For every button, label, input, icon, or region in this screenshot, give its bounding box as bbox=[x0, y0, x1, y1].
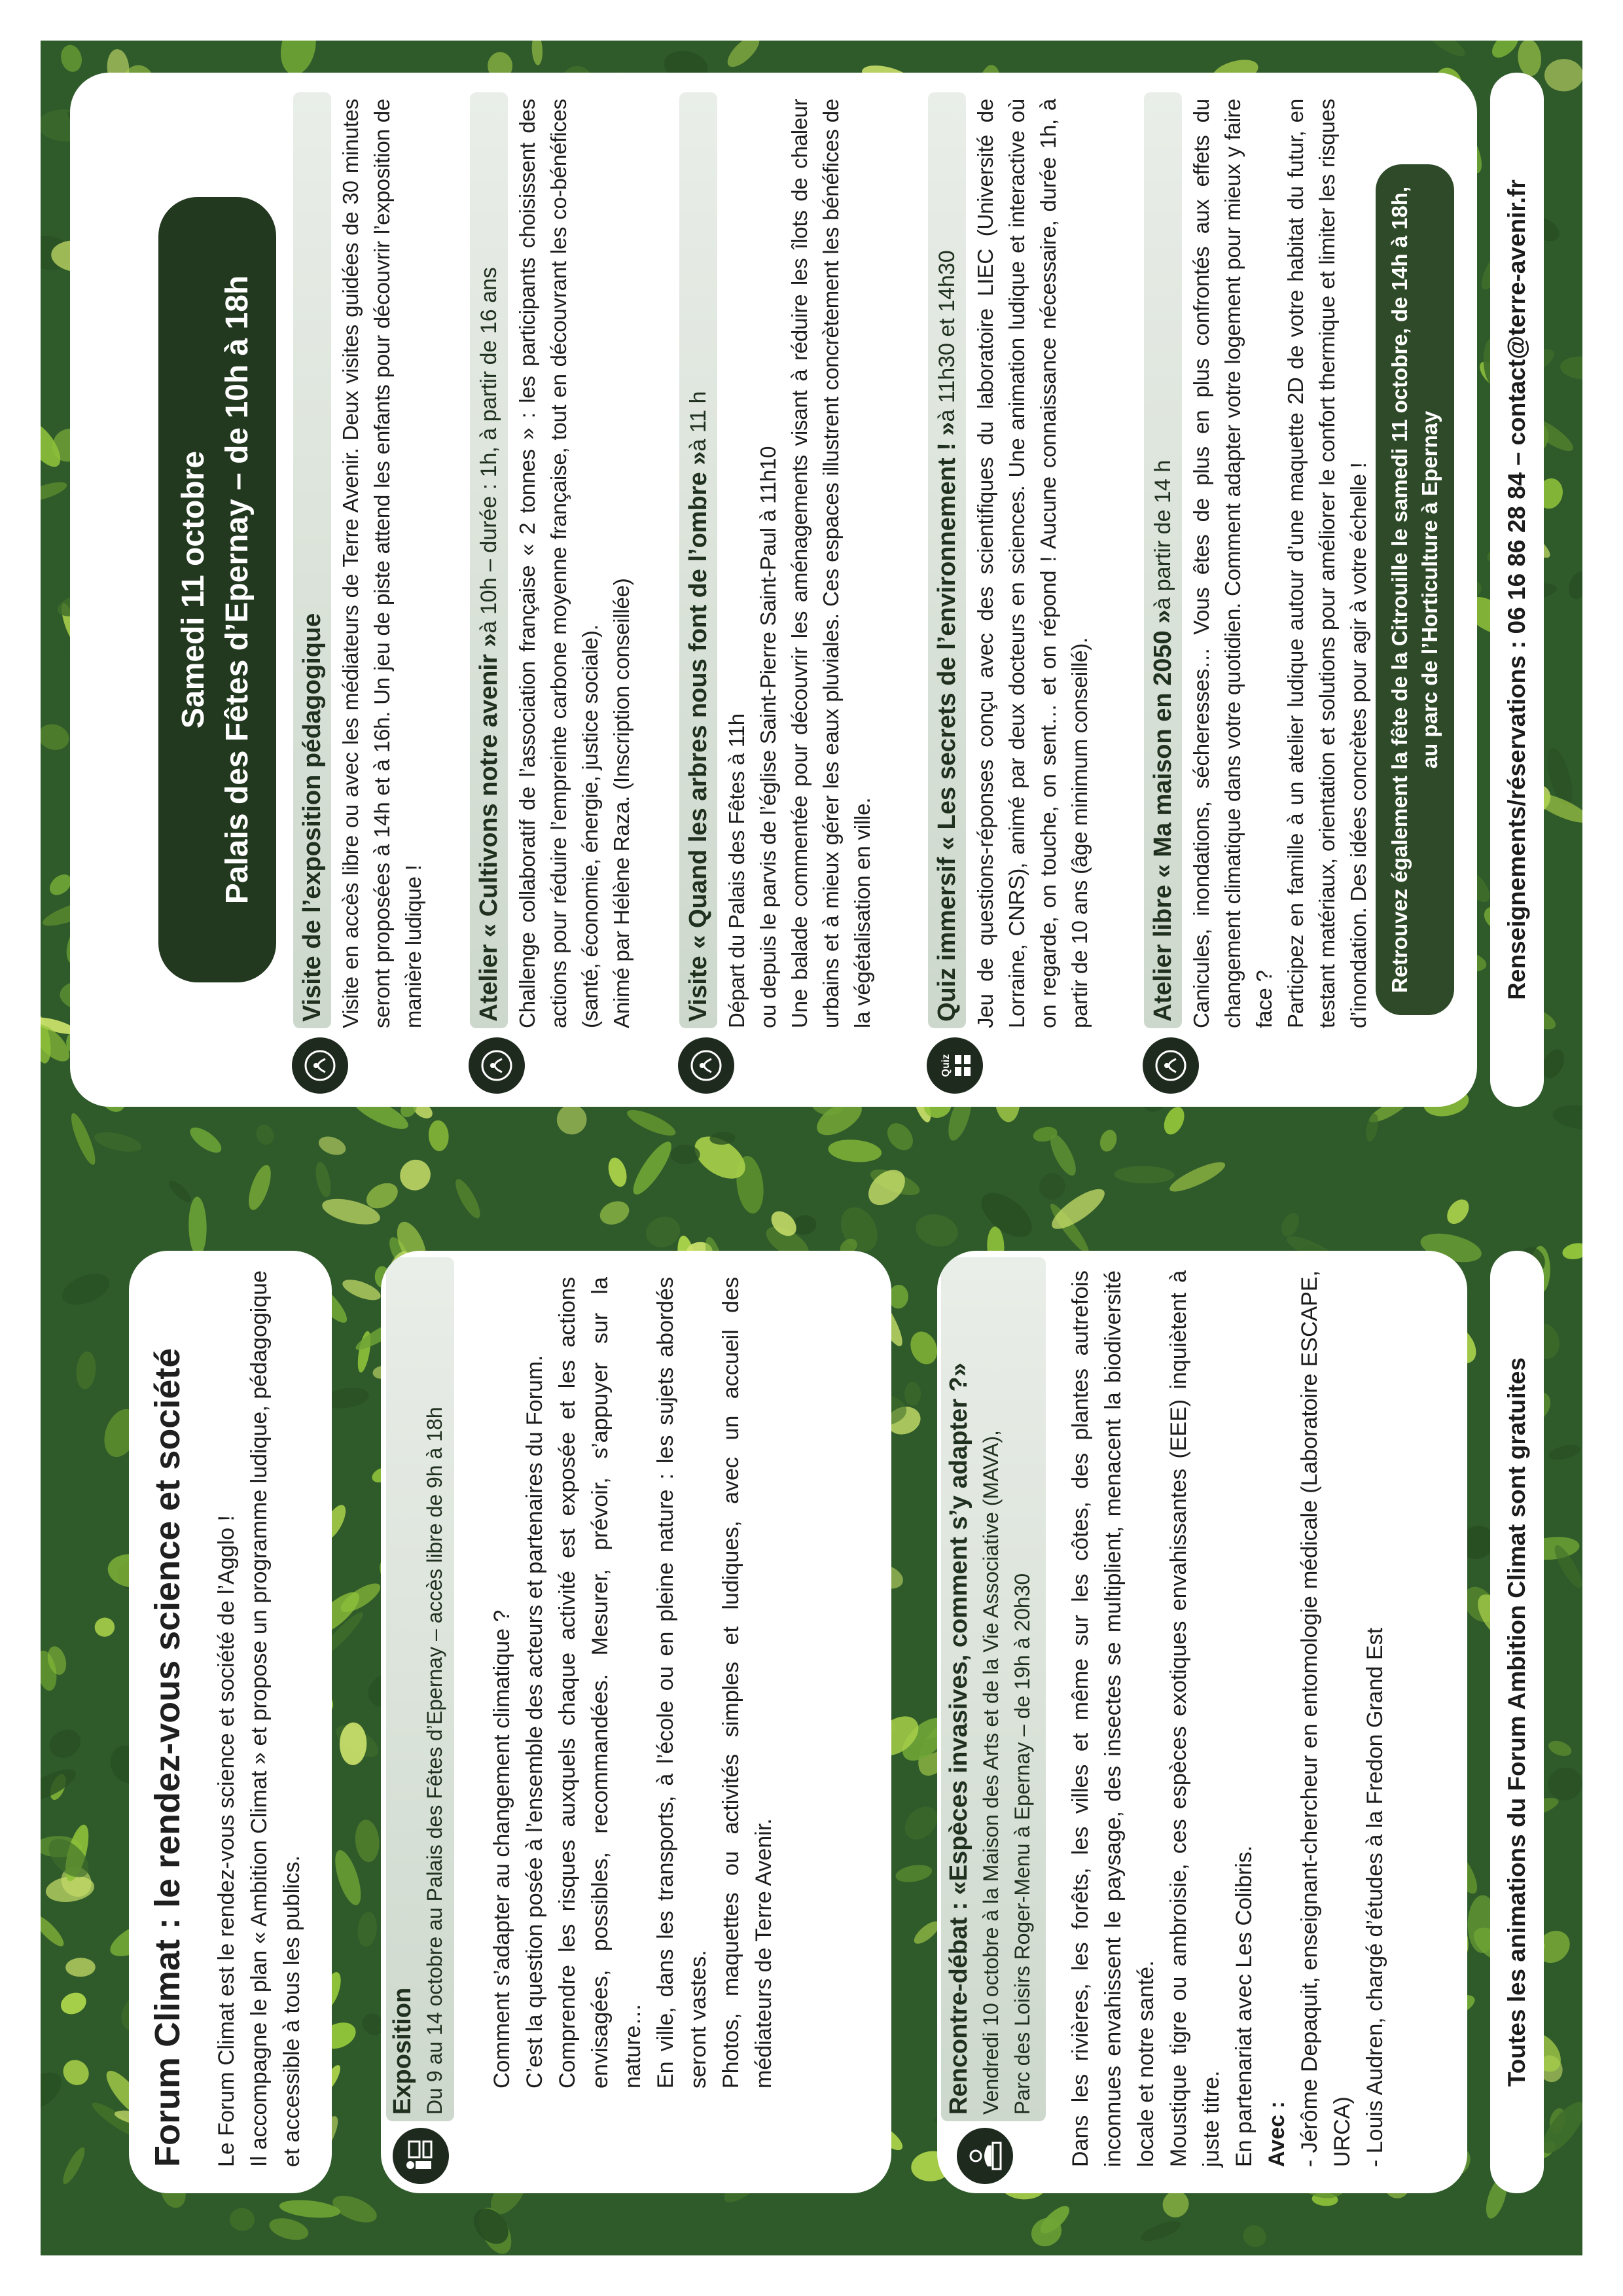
rencontre-subtitle: Parc des Loisirs Roger-Menu à Epernay – de 19h à 20h30 bbox=[1010, 1573, 1034, 2115]
program-item-line: Jeu de questions-réponses conçu avec des scientifiques du laboratoire LIEC (Université de Lorraine, CNRS), animé par deux docteurs en sciences. Une animation ludique et interactive où on regarde, on touche, on sent… et on répond ! Aucune connaissance nécessaire, durée 1h, à partir de 10 ans (âge minimum conseillé). bbox=[973, 99, 1092, 1028]
program-item-body bbox=[335, 99, 429, 1028]
program-item-line: Animé par Hélène Raza. (Inscription conseillée) bbox=[609, 578, 633, 1028]
rencontre-paragraph: En partenariat avec Les Colibris. bbox=[1232, 1845, 1257, 2167]
samedi-band-line: Samedi 11 octobre bbox=[176, 450, 211, 729]
exposition-paragraph: Comprendre les risques auxquels chaque activité est exposée et les actions envisagées, possibles, recommandées. Mesurer, prévoir, s’appuyer sur la nature… bbox=[555, 1277, 645, 2089]
program-item-time: à partir de 14 h bbox=[1150, 459, 1175, 610]
program-item-body bbox=[512, 99, 637, 1028]
visit-exhibition-icon bbox=[292, 1037, 348, 1094]
program-item-title: Atelier libre « Ma maison en 2050 » bbox=[1149, 609, 1177, 1022]
program-item-title: Visite « Quand les arbres nous font de l’ombre » bbox=[684, 451, 712, 1022]
rencontre-paragraph: Dans les rivières, les forêts, les villes et même sur les côtes, des plantes autrefois inconnues envahissent le paysage, des insectes se multiplient, menacent la biodiversité locale et notre santé. bbox=[1068, 1270, 1158, 2167]
program-item-body bbox=[970, 99, 1096, 1028]
samedi-band bbox=[158, 197, 276, 982]
quiz-label: Quiz bbox=[940, 1054, 952, 1077]
citrouille-line: au parc de l’Horticulture à Epernay bbox=[1418, 410, 1442, 769]
program-item bbox=[924, 86, 1140, 1094]
program-item-line: Canicules, inondations, sécheresses… Vous êtes de plus en plus confrontés aux effets du changement climatique dans votre quotidien. Comment adapter votre logement pour mieux y faire face ? bbox=[1189, 99, 1276, 1028]
program-item-header bbox=[679, 92, 717, 1028]
program-item-header bbox=[1144, 92, 1182, 1028]
left-footer-text: Toutes les animations du Forum Ambition Climat sont gratuites bbox=[1503, 1357, 1530, 2087]
samedi-panel bbox=[70, 73, 1477, 1107]
program-item-time: à 11h30 et 14h30 bbox=[934, 250, 959, 422]
rencontre-subtitle: Vendredi 10 octobre à la Maison des Arts et de la Vie Associative (MAVA), bbox=[979, 1430, 1003, 2115]
exposition-paragraph: Photos, maquettes ou activités simples et ludiques, avec un accueil des médiateurs de Terre Avenir. bbox=[719, 1277, 776, 2089]
exposition-paragraph: En ville, dans les transports, à l’école ou en pleine nature : les sujets abordés seront vastes. bbox=[653, 1277, 711, 2089]
program-item bbox=[289, 86, 466, 1094]
exhibition-icon bbox=[393, 2128, 449, 2184]
rencontre-panel bbox=[937, 1251, 1467, 2193]
guest-line: - Louis Audren, chargé d’études à la Fredon Grand Est bbox=[1363, 1627, 1387, 2167]
program-item-line: Départ du Palais des Fêtes à 11h bbox=[724, 713, 749, 1028]
samedi-band-line: Palais des Fêtes d’Epernay – de 10h à 18h bbox=[220, 275, 255, 905]
family-house-icon bbox=[1143, 1037, 1199, 1094]
exposition-panel bbox=[381, 1251, 891, 2193]
program-item-body bbox=[1186, 99, 1374, 1028]
program-item bbox=[466, 86, 675, 1094]
exposition-header bbox=[386, 1257, 454, 2121]
forum-intro bbox=[210, 1270, 308, 2167]
avec-label: Avec : bbox=[1264, 2101, 1289, 2167]
citrouille-line: Retrouvez également la fête de la Citrouille le samedi 11 octobre, de 14h à 18h, bbox=[1387, 186, 1412, 994]
rencontre-body bbox=[1064, 1270, 1391, 2167]
program-item-line: Visite en accès libre ou avec les médiateurs de Terre Avenir. Deux visites guidées de 30 minutes seront proposées à 14h et à 16h. Un jeu de piste attend les enfants pour découvrir l’exposition de manière ludique ! bbox=[338, 99, 425, 1028]
left-footer bbox=[1490, 1251, 1544, 2193]
exposition-title: Exposition bbox=[389, 1987, 416, 2115]
right-footer-text: Renseignements/réservations : 06 16 86 28 84 – contact@terre-avenir.fr bbox=[1503, 179, 1530, 1000]
program-item-line: Une balade commentée pour découvrir les aménagements visant à réduire les îlots de chaleur urbains et à mieux gérer les eaux pluviales. Ces espaces illustrent concrètement les bénéfices de la végétalisation en ville. bbox=[787, 99, 874, 1028]
rotated-flyer bbox=[41, 41, 1582, 2255]
program-item-line: ou depuis le parvis de l’église Saint-Pierre Saint-Paul à 11h10 bbox=[756, 446, 780, 1028]
rencontre-paragraph: Moustique tigre ou ambroisie, ces espèces exotiques envahissantes (EEE) inquiètent à juste titre. bbox=[1166, 1270, 1224, 2167]
plant-hand-icon bbox=[469, 1037, 525, 1094]
forum-title: Forum Climat : le rendez-vous science et société bbox=[148, 1348, 187, 2167]
program-item-title: Atelier « Cultivons notre avenir » bbox=[474, 633, 503, 1022]
program-item bbox=[675, 86, 924, 1094]
right-footer bbox=[1490, 73, 1544, 1107]
rencontre-header bbox=[941, 1257, 1046, 2121]
microphone-icon bbox=[957, 2128, 1013, 2184]
forum-intro-line: Il accompagne le plan « Ambition Climat » et propose un programme ludique, pédagogique et accessible à tous les publics. bbox=[247, 1270, 304, 2167]
tree-icon bbox=[678, 1037, 734, 1094]
forum-title-panel bbox=[129, 1251, 332, 2193]
rencontre-title: Rencontre-débat : «Espèces invasives, comment s’y adapter ?» bbox=[945, 1363, 972, 2115]
program-item-title: Quiz immersif « Les secrets de l’environnement ! » bbox=[933, 422, 961, 1022]
program-item-header bbox=[293, 92, 331, 1028]
guest-line: - Jérôme Depaquit, enseignant-chercheur en entomologie médicale (Laboratoire ESCAPE, URCA) bbox=[1297, 1270, 1355, 2167]
quiz-icon bbox=[927, 1037, 983, 1094]
program-item-line: Challenge collaboratif de l’association française « 2 tonnes » : les participants choisissent des actions pour réduire l’empreinte carbone moyenne française, tout en découvrant les co-bénéfices (santé, économie, énergie, justice sociale). bbox=[515, 99, 602, 1028]
program-item-title: Visite de l’exposition pédagogique bbox=[298, 613, 326, 1022]
program-item-header bbox=[470, 92, 508, 1028]
exposition-paragraph: Comment s’adapter au changement climatique ? bbox=[490, 1609, 514, 2089]
program-item-body bbox=[721, 99, 878, 1028]
program-item-time: à 11 h bbox=[685, 391, 711, 452]
program-item-time: à 10h – durée : 1h, à partir de 16 ans bbox=[476, 267, 501, 634]
citrouille-banner bbox=[1376, 164, 1454, 1015]
program-item-header bbox=[928, 92, 966, 1028]
forum-intro-line: Le Forum Climat est le rendez-vous science et société de l’Agglo ! bbox=[214, 1515, 239, 2167]
exposition-paragraph: C’est la question posée à l’ensemble des acteurs et partenaires du Forum. bbox=[522, 1355, 547, 2089]
program-item-line: Participez en famille à un atelier ludique autour d’une maquette 2D de votre habitat du futur, en testant matériaux, orientation et solutions pour améliorer le confort thermique et limiter les risques d’inondation. Des idées concrètes pour agir à votre échelle ! bbox=[1283, 99, 1370, 1028]
exposition-body bbox=[486, 1277, 780, 2089]
exposition-subtitle: Du 9 au 14 octobre au Palais des Fêtes d’Epernay – accès libre de 9h à 18h bbox=[423, 1407, 446, 2115]
